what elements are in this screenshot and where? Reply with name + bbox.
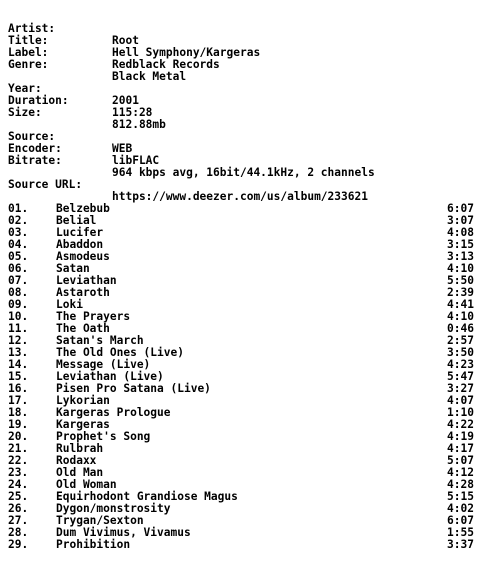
- track-duration: 4:07: [447, 394, 474, 407]
- track-duration: 4:12: [447, 466, 474, 479]
- track-duration: 3:37: [447, 538, 474, 551]
- track-number: 19.: [8, 418, 29, 431]
- track-number: 03.: [8, 226, 29, 239]
- track-title: Kargeras: [56, 418, 110, 431]
- tracklist: [8, 203, 474, 551]
- track-number: 06.: [8, 262, 29, 275]
- track-number: 02.: [8, 214, 29, 227]
- source-value: WEB: [112, 142, 133, 155]
- track-title: Belzebub: [56, 202, 110, 215]
- size-value: 812.88mb: [112, 118, 166, 131]
- artist-key: Artist:: [8, 22, 56, 35]
- track-duration: 3:13: [447, 250, 474, 263]
- track-number: 24.: [8, 478, 29, 491]
- track-title: Leviathan: [56, 274, 117, 287]
- track-duration: 1:10: [447, 406, 474, 419]
- track-title: Loki: [56, 298, 83, 311]
- track-number: 07.: [8, 274, 29, 287]
- track-number: 13.: [8, 346, 29, 359]
- track-title: Asmodeus: [56, 250, 110, 263]
- year-value: 2001: [112, 94, 139, 107]
- source-url-row: [8, 167, 474, 203]
- track-number: 08.: [8, 286, 29, 299]
- track-duration: 2:57: [447, 334, 474, 347]
- track-duration: 4:22: [447, 418, 474, 431]
- track-duration: 4:10: [447, 310, 474, 323]
- year-key: Year:: [8, 82, 42, 95]
- source-key: Source:: [8, 130, 56, 143]
- track-title: Pisen Pro Satana (Live): [56, 382, 211, 395]
- title-value: Hell Symphony/Kargeras: [112, 46, 261, 59]
- track-title: Lucifer: [56, 226, 104, 239]
- track-duration: 4:41: [447, 298, 474, 311]
- track-duration: 4:08: [447, 226, 474, 239]
- track-number: 25.: [8, 490, 29, 503]
- track-duration: 4:02: [447, 502, 474, 515]
- track-duration: 6:07: [447, 514, 474, 527]
- track-number: 16.: [8, 382, 29, 395]
- track-number: 28.: [8, 526, 29, 539]
- track-number: 12.: [8, 334, 29, 347]
- track-duration: 1:55: [447, 526, 474, 539]
- track-number: 18.: [8, 406, 29, 419]
- track-title: Satan: [56, 262, 90, 275]
- track-title: Trygan/Sexton: [56, 514, 144, 527]
- album-info-document: [8, 11, 474, 551]
- track-duration: 4:19: [447, 430, 474, 443]
- track-number: 22.: [8, 454, 29, 467]
- spacer: [8, 59, 474, 71]
- track-title: Old Man: [56, 466, 104, 479]
- track-number: 15.: [8, 370, 29, 383]
- bitrate-value: 964 kbps avg, 16bit/44.1kHz, 2 channels: [112, 166, 375, 179]
- track-title: Astaroth: [56, 286, 110, 299]
- track-number: 26.: [8, 502, 29, 515]
- track-title: The Prayers: [56, 310, 131, 323]
- track-number: 01.: [8, 202, 29, 215]
- track-number: 04.: [8, 238, 29, 251]
- track-row: [8, 539, 474, 551]
- track-duration: 3:27: [447, 382, 474, 395]
- track-title: Equirhodont Grandiose Magus: [56, 490, 238, 503]
- track-title: The Oath: [56, 322, 110, 335]
- track-duration: 0:46: [447, 322, 474, 335]
- track-title: Satan's March: [56, 334, 144, 347]
- track-title: The Old Ones (Live): [56, 346, 184, 359]
- title-key: Title:: [8, 34, 49, 47]
- track-number: 27.: [8, 514, 29, 527]
- genre-value: Black Metal: [112, 70, 187, 83]
- track-duration: 5:15: [447, 490, 474, 503]
- track-duration: 5:07: [447, 454, 474, 467]
- encoder-value: libFLAC: [112, 154, 160, 167]
- track-title: Rulbrah: [56, 442, 104, 455]
- track-title: Kargeras Prologue: [56, 406, 171, 419]
- track-number: 11.: [8, 322, 29, 335]
- track-number: 14.: [8, 358, 29, 371]
- track-title: Prophet's Song: [56, 430, 151, 443]
- track-number: 09.: [8, 298, 29, 311]
- track-duration: 3:15: [447, 238, 474, 251]
- track-title: Rodaxx: [56, 454, 97, 467]
- track-number: 23.: [8, 466, 29, 479]
- track-title: Old Woman: [56, 478, 117, 491]
- track-number: 10.: [8, 310, 29, 323]
- label-key: Label:: [8, 46, 49, 59]
- track-duration: 4:23: [447, 358, 474, 371]
- track-number: 29.: [8, 538, 29, 551]
- track-duration: 3:07: [447, 214, 474, 227]
- track-title: Dygon/monstrosity: [56, 502, 171, 515]
- track-duration: 2:39: [447, 286, 474, 299]
- source-url-value: https://www.deezer.com/us/album/233621: [112, 190, 368, 203]
- genre-key: Genre:: [8, 58, 49, 71]
- source-url-key: Source URL:: [8, 178, 83, 191]
- track-duration: 4:17: [447, 442, 474, 455]
- track-title: Abaddon: [56, 238, 104, 251]
- track-duration: 3:50: [447, 346, 474, 359]
- artist-value: Root: [112, 34, 139, 47]
- track-duration: 5:47: [447, 370, 474, 383]
- bitrate-key: Bitrate:: [8, 154, 62, 167]
- track-number: 05.: [8, 250, 29, 263]
- track-number: 17.: [8, 394, 29, 407]
- encoder-key: Encoder:: [8, 142, 62, 155]
- duration-value: 115:28: [112, 106, 153, 119]
- track-title: Dum Vivimus, Vivamus: [56, 526, 191, 539]
- label-value: Redblack Records: [112, 58, 220, 71]
- track-title: Message (Live): [56, 358, 151, 371]
- duration-key: Duration:: [8, 94, 69, 107]
- track-duration: 4:28: [447, 478, 474, 491]
- size-key: Size:: [8, 106, 42, 119]
- track-title: Lykorian: [56, 394, 110, 407]
- track-number: 21.: [8, 442, 29, 455]
- track-duration: 5:50: [447, 274, 474, 287]
- track-title: Prohibition: [56, 538, 131, 551]
- track-title: Belial: [56, 214, 97, 227]
- track-duration: 6:07: [447, 202, 474, 215]
- track-duration: 4:10: [447, 262, 474, 275]
- spacer: [8, 107, 474, 119]
- track-number: 20.: [8, 430, 29, 443]
- track-title: Leviathan (Live): [56, 370, 164, 383]
